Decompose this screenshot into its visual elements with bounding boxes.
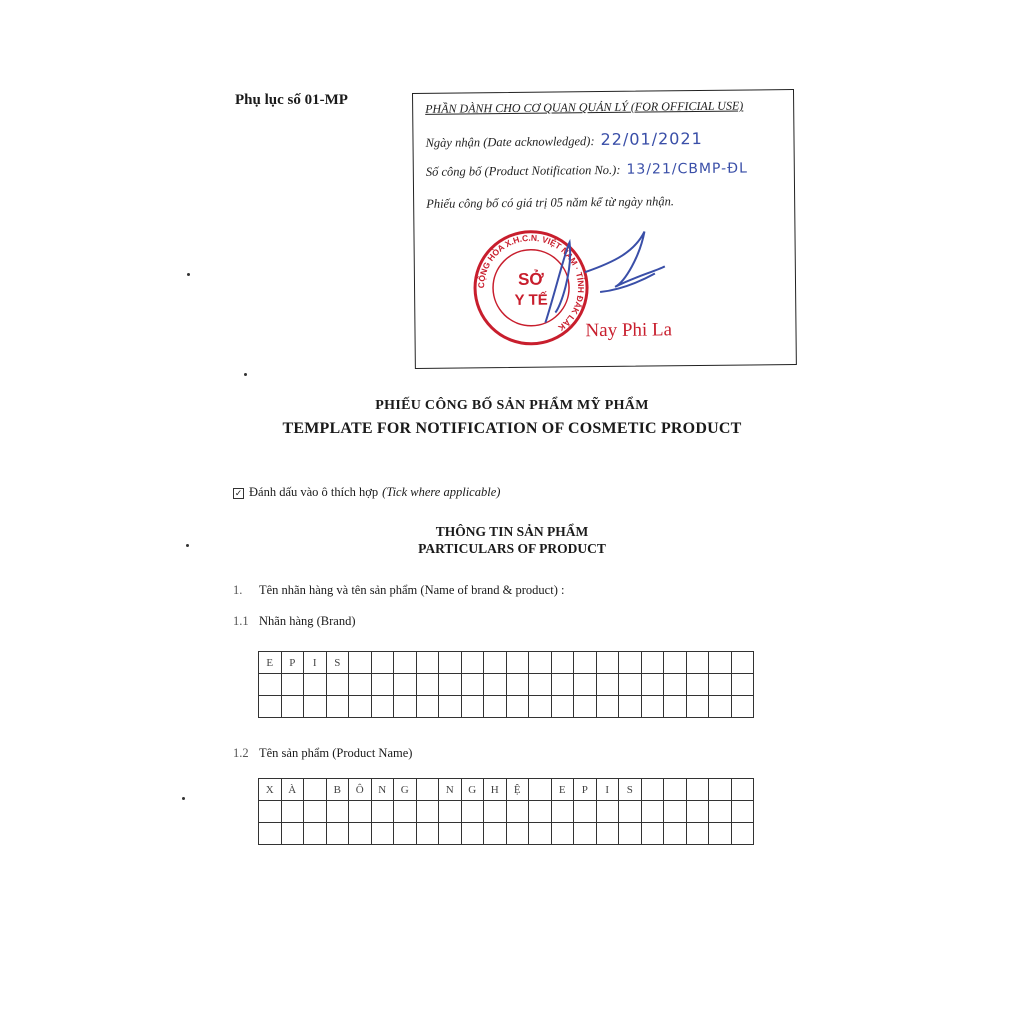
grid-cell: [574, 801, 597, 823]
grid-cell: [529, 779, 552, 801]
grid-cell: [641, 779, 664, 801]
grid-cell: [731, 652, 754, 674]
grid-cell: [619, 801, 642, 823]
grid-cell: H: [484, 779, 507, 801]
item-1-1-text: Nhãn hàng (Brand): [259, 614, 356, 628]
grid-cell: [619, 696, 642, 718]
grid-cell: [394, 674, 417, 696]
grid-cell: [529, 823, 552, 845]
grid-cell: [664, 801, 687, 823]
grid-cell: N: [439, 779, 462, 801]
grid-cell: [664, 674, 687, 696]
grid-row: [259, 674, 754, 696]
grid-cell: S: [619, 779, 642, 801]
tick-instruction-vn: Đánh dấu vào ô thích hợp: [249, 485, 379, 499]
grid-cell: [506, 674, 529, 696]
grid-cell: G: [461, 779, 484, 801]
grid-cell: [506, 652, 529, 674]
item-1-text: Tên nhãn hàng và tên sản phẩm (Name of brand & product) :: [259, 583, 565, 597]
grid-cell: [326, 823, 349, 845]
grid-cell: [394, 652, 417, 674]
tick-instruction-en: (Tick where applicable): [382, 485, 501, 499]
grid-cell: Ệ: [506, 779, 529, 801]
grid-cell: P: [281, 652, 304, 674]
grid-cell: [506, 801, 529, 823]
grid-cell: [371, 652, 394, 674]
grid-cell: [596, 696, 619, 718]
grid-cell: [529, 674, 552, 696]
grid-cell: [416, 696, 439, 718]
grid-cell: [259, 801, 282, 823]
grid-cell: [416, 823, 439, 845]
grid-cell: [371, 823, 394, 845]
grid-cell: [281, 801, 304, 823]
grid-cell: [551, 696, 574, 718]
grid-cell: [551, 801, 574, 823]
grid-cell: Ô: [349, 779, 372, 801]
grid-cell: [529, 652, 552, 674]
grid-cell: [574, 696, 597, 718]
grid-cell: [709, 652, 732, 674]
grid-cell: [371, 696, 394, 718]
grid-cell: I: [304, 652, 327, 674]
grid-cell: [394, 823, 417, 845]
item-1-1: [233, 614, 356, 629]
grid-cell: [731, 823, 754, 845]
grid-cell: [416, 801, 439, 823]
grid-cell: [281, 696, 304, 718]
grid-cell: [709, 779, 732, 801]
notification-number-value: 13/21/CBMP-ĐL: [626, 160, 748, 178]
date-acknowledged-label: Ngày nhận (Date acknowledged):: [425, 134, 595, 150]
grid-cell: [484, 674, 507, 696]
grid-cell: [484, 823, 507, 845]
grid-cell: [641, 801, 664, 823]
signer-name: Nay Phi La: [585, 319, 673, 342]
notification-number-row: [426, 160, 748, 179]
grid-cell: [529, 696, 552, 718]
grid-cell: [484, 801, 507, 823]
grid-cell: [416, 779, 439, 801]
checkbox-icon: ✓: [234, 487, 243, 498]
product-name-grid: [258, 778, 754, 845]
grid-cell: [439, 823, 462, 845]
grid-cell: [529, 801, 552, 823]
grid-cell: X: [259, 779, 282, 801]
grid-row: [259, 696, 754, 718]
grid-cell: [439, 674, 462, 696]
grid-cell: [394, 696, 417, 718]
grid-cell: [259, 674, 282, 696]
grid-cell: I: [596, 779, 619, 801]
grid-cell: [551, 823, 574, 845]
grid-cell: [731, 801, 754, 823]
grid-cell: [506, 823, 529, 845]
grid-cell: [506, 696, 529, 718]
grid-cell: [349, 823, 372, 845]
svg-text:CỘNG HÒA X.H.C.N. VIỆT NAM · T: CỘNG HÒA X.H.C.N. VIỆT NAM · TỈNH ĐẮK LẮK: [475, 232, 587, 334]
grid-cell: [349, 652, 372, 674]
grid-cell: [304, 779, 327, 801]
tick-instruction: [233, 485, 500, 500]
grid-cell: [641, 652, 664, 674]
grid-cell: S: [326, 652, 349, 674]
grid-cell: N: [371, 779, 394, 801]
grid-cell: [461, 801, 484, 823]
date-acknowledged-value: 22/01/2021: [600, 128, 703, 150]
section-title-en: PARTICULARS OF PRODUCT: [418, 541, 606, 556]
grid-cell: [619, 652, 642, 674]
document-title-vn: PHIẾU CÔNG BỐ SẢN PHẨM MỸ PHẨM: [375, 398, 649, 413]
grid-cell: [281, 674, 304, 696]
grid-cell: [664, 823, 687, 845]
grid-cell: [461, 674, 484, 696]
grid-cell: [551, 652, 574, 674]
item-1-1-number: 1.1: [233, 614, 249, 628]
grid-cell: [731, 674, 754, 696]
scan-speck: [244, 373, 247, 376]
grid-cell: [484, 696, 507, 718]
grid-cell: [619, 823, 642, 845]
svg-text:SỞ: SỞ: [517, 269, 544, 289]
grid-row: [259, 779, 754, 801]
grid-cell: [439, 652, 462, 674]
item-1-2-text: Tên sản phẩm (Product Name): [259, 746, 413, 760]
item-1-2-number: 1.2: [233, 746, 249, 760]
official-use-box: [412, 89, 797, 369]
grid-row: [259, 823, 754, 845]
grid-cell: [439, 801, 462, 823]
grid-cell: [664, 779, 687, 801]
grid-cell: [731, 696, 754, 718]
item-1-number: 1.: [233, 583, 243, 597]
grid-row: [259, 801, 754, 823]
grid-cell: [461, 652, 484, 674]
grid-cell: [641, 696, 664, 718]
grid-cell: [326, 696, 349, 718]
grid-cell: [304, 696, 327, 718]
grid-cell: [371, 801, 394, 823]
grid-cell: [641, 674, 664, 696]
grid-cell: [709, 801, 732, 823]
grid-cell: [416, 674, 439, 696]
grid-cell: [709, 696, 732, 718]
grid-cell: G: [394, 779, 417, 801]
date-acknowledged-row: [425, 129, 702, 151]
grid-cell: E: [259, 652, 282, 674]
grid-cell: E: [551, 779, 574, 801]
grid-cell: [394, 801, 417, 823]
grid-cell: [416, 652, 439, 674]
grid-cell: [686, 652, 709, 674]
grid-cell: [686, 823, 709, 845]
scan-speck: [187, 273, 190, 276]
grid-cell: [259, 696, 282, 718]
grid-cell: P: [574, 779, 597, 801]
grid-cell: [574, 652, 597, 674]
grid-cell: [709, 823, 732, 845]
grid-cell: [574, 674, 597, 696]
grid-cell: [596, 674, 619, 696]
official-use-heading: PHẦN DÀNH CHO CƠ QUAN QUẢN LÝ (FOR OFFICIAL USE): [425, 98, 744, 116]
grid-cell: [686, 674, 709, 696]
grid-cell: [461, 696, 484, 718]
grid-cell: [551, 674, 574, 696]
grid-cell: [619, 674, 642, 696]
grid-cell: [596, 823, 619, 845]
scan-speck: [186, 544, 189, 547]
grid-cell: [664, 696, 687, 718]
grid-cell: [304, 674, 327, 696]
svg-text:Y TẾ: Y TẾ: [514, 291, 548, 309]
grid-cell: À: [281, 779, 304, 801]
grid-cell: [439, 696, 462, 718]
validity-row: [426, 194, 674, 212]
grid-cell: [326, 674, 349, 696]
validity-label: Phiếu công bố có giá trị 05 năm kể từ ngày nhận.: [426, 194, 674, 211]
grid-cell: [686, 779, 709, 801]
brand-grid: [258, 651, 754, 718]
grid-cell: [686, 696, 709, 718]
section-title-vn: THÔNG TIN SẢN PHẨM: [435, 524, 589, 539]
grid-cell: [574, 823, 597, 845]
grid-cell: [281, 823, 304, 845]
grid-cell: [304, 823, 327, 845]
appendix-label: Phụ lục số 01-MP: [235, 92, 348, 108]
grid-cell: [349, 696, 372, 718]
grid-cell: [349, 801, 372, 823]
grid-cell: [596, 652, 619, 674]
grid-row: [259, 652, 754, 674]
notification-number-label: Số công bố (Product Notification No.):: [425, 162, 621, 179]
item-1: [233, 583, 564, 598]
grid-cell: [686, 801, 709, 823]
grid-cell: [664, 652, 687, 674]
grid-cell: B: [326, 779, 349, 801]
grid-cell: [709, 674, 732, 696]
scan-speck: [182, 797, 185, 800]
grid-cell: [461, 823, 484, 845]
signature-scribble: [524, 211, 685, 333]
grid-cell: [349, 674, 372, 696]
item-1-2: [233, 746, 412, 761]
grid-cell: [731, 779, 754, 801]
document-title-en: TEMPLATE FOR NOTIFICATION OF COSMETIC PRODUCT: [282, 420, 742, 437]
grid-cell: [259, 823, 282, 845]
grid-cell: [304, 801, 327, 823]
grid-cell: [484, 652, 507, 674]
grid-cell: [371, 674, 394, 696]
grid-cell: [641, 823, 664, 845]
grid-cell: [596, 801, 619, 823]
grid-cell: [326, 801, 349, 823]
